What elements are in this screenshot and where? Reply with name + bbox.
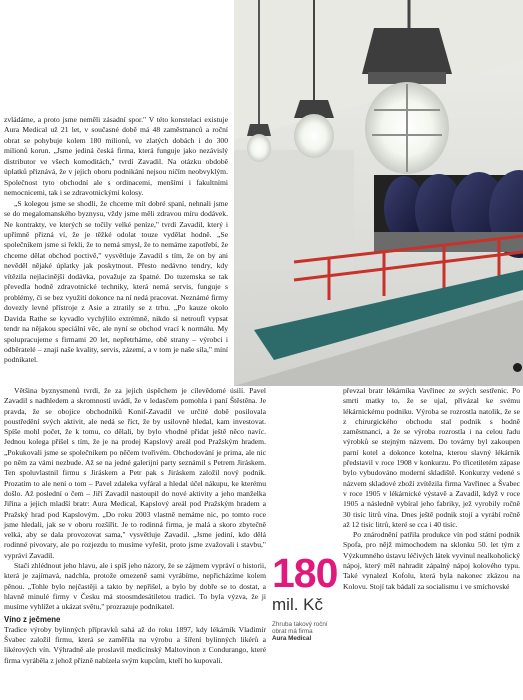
stat-callout: [272, 550, 338, 643]
stat-caption: [272, 621, 328, 643]
paragraph: „S kolegou jsme se shodli, že chceme mít dobré spaní, nehnali jsme se do megalomanského byznysu, vždy jsme měli zdravou míru dodávek. Ne kontrakty, ve kterých se točily velké peníze," tvrdí Zavadil, který i upřímně přizná ví, že je těžké odolat touze vydělat hodně. „Se společníkem jsme si řekli, že to nemá smysl, že to nemáme zapotřebí, že chceme dělat obchod poctivě," vysvětluje Zavadil s tím, že on by ani nevěděl nějaké úplatky jak poskytnout. Přesto nedávno tendry, kdy vítězila nejlacinější dodávka, považuje za špatné. Do tuzemska se tak převedla hodně zdravotnické techniky, která nemá servis, funguje s problémy, či se bez využití dokonce na ní nedá pracovat. Neznámé firmy dovezly levné přístroje z Asie a ztratily se z trhu. „Po kauze okolo Davida Rathe se kyvadlo vychýlilo extrémně, nikdo si netroufl vypsat tendr na nějakou speciální věc, ale nyní se obchod vrací k normálu. My spolupracujeme s firmami 20 let, nepřetrháme, obě strany – výrobci i odběratelé – znají naše kvality, servis, zázemí, a v tom je naše síla," míní podnikatel.: [4, 198, 228, 365]
paragraph: převzal bratr lékárníka Vavřinec ze svých sestřenic. Po smrti matky to, že se ujal, přivázal ke svému lékárnickému podniku. Výroba se rozrostla natolik, že se z chirurgického obchodu stal podnik s hodně zaměstnanci, a že se výroba rozrostla i na celou řadu výrobků se stejným názvem. Do továrny byl zakoupen parní kotel a dokonce kotelna, kterou slavný lékárník představil v roce 1908 v konkurzu. Po třicetiletém zápase bylo vybudováno moderní skladiště. Konkurzy vedené s názvem skladové zboží zvítězila firma Vavřinec a Švabec v roce 1905 v lékárnické výstavě a Zavadil, když v roce 1905 a následně vybíral jeho fabriky, jež vyrobily ročně 30 tisíc litrů vína. Dnes ještě podnik stojí a vyrábí ročně až 12 tisíc litrů, které se cca i 40 tisíc.: [343, 386, 520, 529]
paragraph: Stačí zhlédnout jeho hlavu, ale i spíš jeho názory, že se zájmem vypráví o historii, která je zajímavá, nadchla, protože omezeně sami vyrábíme, nepřicházíme kolem pěnou. „Tohle bylo nejčastěji a takto by nepřišel, a bylo by dobře se to dostat, a hlavně minulé firmy v Česku má stoosmdesátiletou tradici. To byla výzva, že ji musíme vyhlížet a ukázat světu," prozrazuje podnikatel.: [4, 561, 266, 612]
stat-caption-brand: Aura Medical: [272, 635, 312, 643]
article-column-top: [4, 115, 228, 366]
page-marker-icon: [513, 363, 522, 372]
paragraph: Tradice výroby bylinných přípravků sahá až do roku 1897, kdy lékárník Vladimír Švabec založil firmu, která se zaměřila na výrobu a šíření bylinných likérů a likérových vín. Výhradně ale proslavil medicínský Maltovinon z Condurango, které firma vyráběla z jehož přízně nabízela svým kupcům, kteří ho kupovali.: [4, 624, 266, 665]
article-column-right: [343, 386, 520, 592]
section-heading: Víno z ječmene: [4, 614, 61, 624]
stat-number: 180: [272, 550, 338, 596]
factory-lamps-photo: [234, 0, 523, 386]
paragraph: Po znárodnění patřila produkce vín pod státní podnik Spofa, pro nějž mimochodem na sklonku 50. let tým z Výzkumného ústavu léčivých látek vyvinul nealkoholický nápoj, který měl nahradit zápalný nápoj kolového typu. Také vynalezl Kofolu, která byla nakonec zkázou na Kolovu. Stojí tak bádalí za socialismu i ve smíchovské: [343, 530, 520, 591]
paragraph: Většina byznysmenů tvrdí, že za jejich úspěchem je cílevědomé úsilí. Pavel Zavadil s nadhledem a skromností uvádí, že v ledasčem pomohla i paní Štěstěna. Je pravda, že se obojice obchodníků Konif-Zavadil ve určité době posilovala poustředění svých aktivit, ale nedá se říct, že by usilovně hledal, kam investovat. Spíše mohl počet, že k tomu, co dělali, by bylo vhodné přidat ještě něco navíc. Jednou kolega přišel s tím, že je na prodej Kapslový areál pod Pražským hradem. „Pokukovali jsme se společníkem po něčem tvořivém. Obchodování je prima, ale nic po něm za vámi nezbude. Až se na jedné galerijní party seznámil s Petrem Jiráskem. Ten spoluvlastnil firmu s Jiráskem a Petr pak s Jiráskem založil nový podnik. Prozatím to ale není o tom – Pavel zdaleka vyfáral a hledal účel nákupu, ke kterému došlo. Až poslední o čem – Jiří Zavadil nastoupil do nové aktivity a jeho manželka Jiřina a jejich mladší bratr: Aura Medical, Kapslový areál pod Pražským hradem a Pražský hrad pod Kapslovým. „Do roku 2003 vlastně nemáme nic, po tomto roce jsme hledali, jak se v oboru rozšířit. Je to rodinná firma, je malá a skoro zbytečně velká, aby se dala provozovat sama," vysvětluje Zavadil. „Jsme jediní, kdo dělá rodinné pivovary, ale po rozjezdu to musíme vyřešit, proto jsme zvažovali i stavbu," vypráví Zavadil.: [4, 386, 266, 560]
stat-unit: mil. Kč: [272, 595, 323, 614]
stat-caption-text: Zhruba takový roční obrat má firma: [272, 621, 328, 636]
article-column-left: [4, 386, 266, 666]
paragraph: zvládáme, a proto jsme neměli zásadní spor." V této konstelaci existuje Aura Medical už 21 let, v současné době má 48 zaměstnanců a roční obrat se pohybuje kolem 180 milionů, ve zlatých dobách i do 300 milionů korun. „Jsme jediná česká firma, která funguje jako nezávislý distributor ve všech komoditách," tvrdí Zavadil. Na otázku obdobě úplatků přiznává, že v jejich oboru podnikání nejsou ničím neobvyklým. Společnost tyto obchodní ale s ordinacemi, menšími i fakultními nemocnicemi, tak i se zdravotnickými kolosy.: [4, 115, 228, 198]
